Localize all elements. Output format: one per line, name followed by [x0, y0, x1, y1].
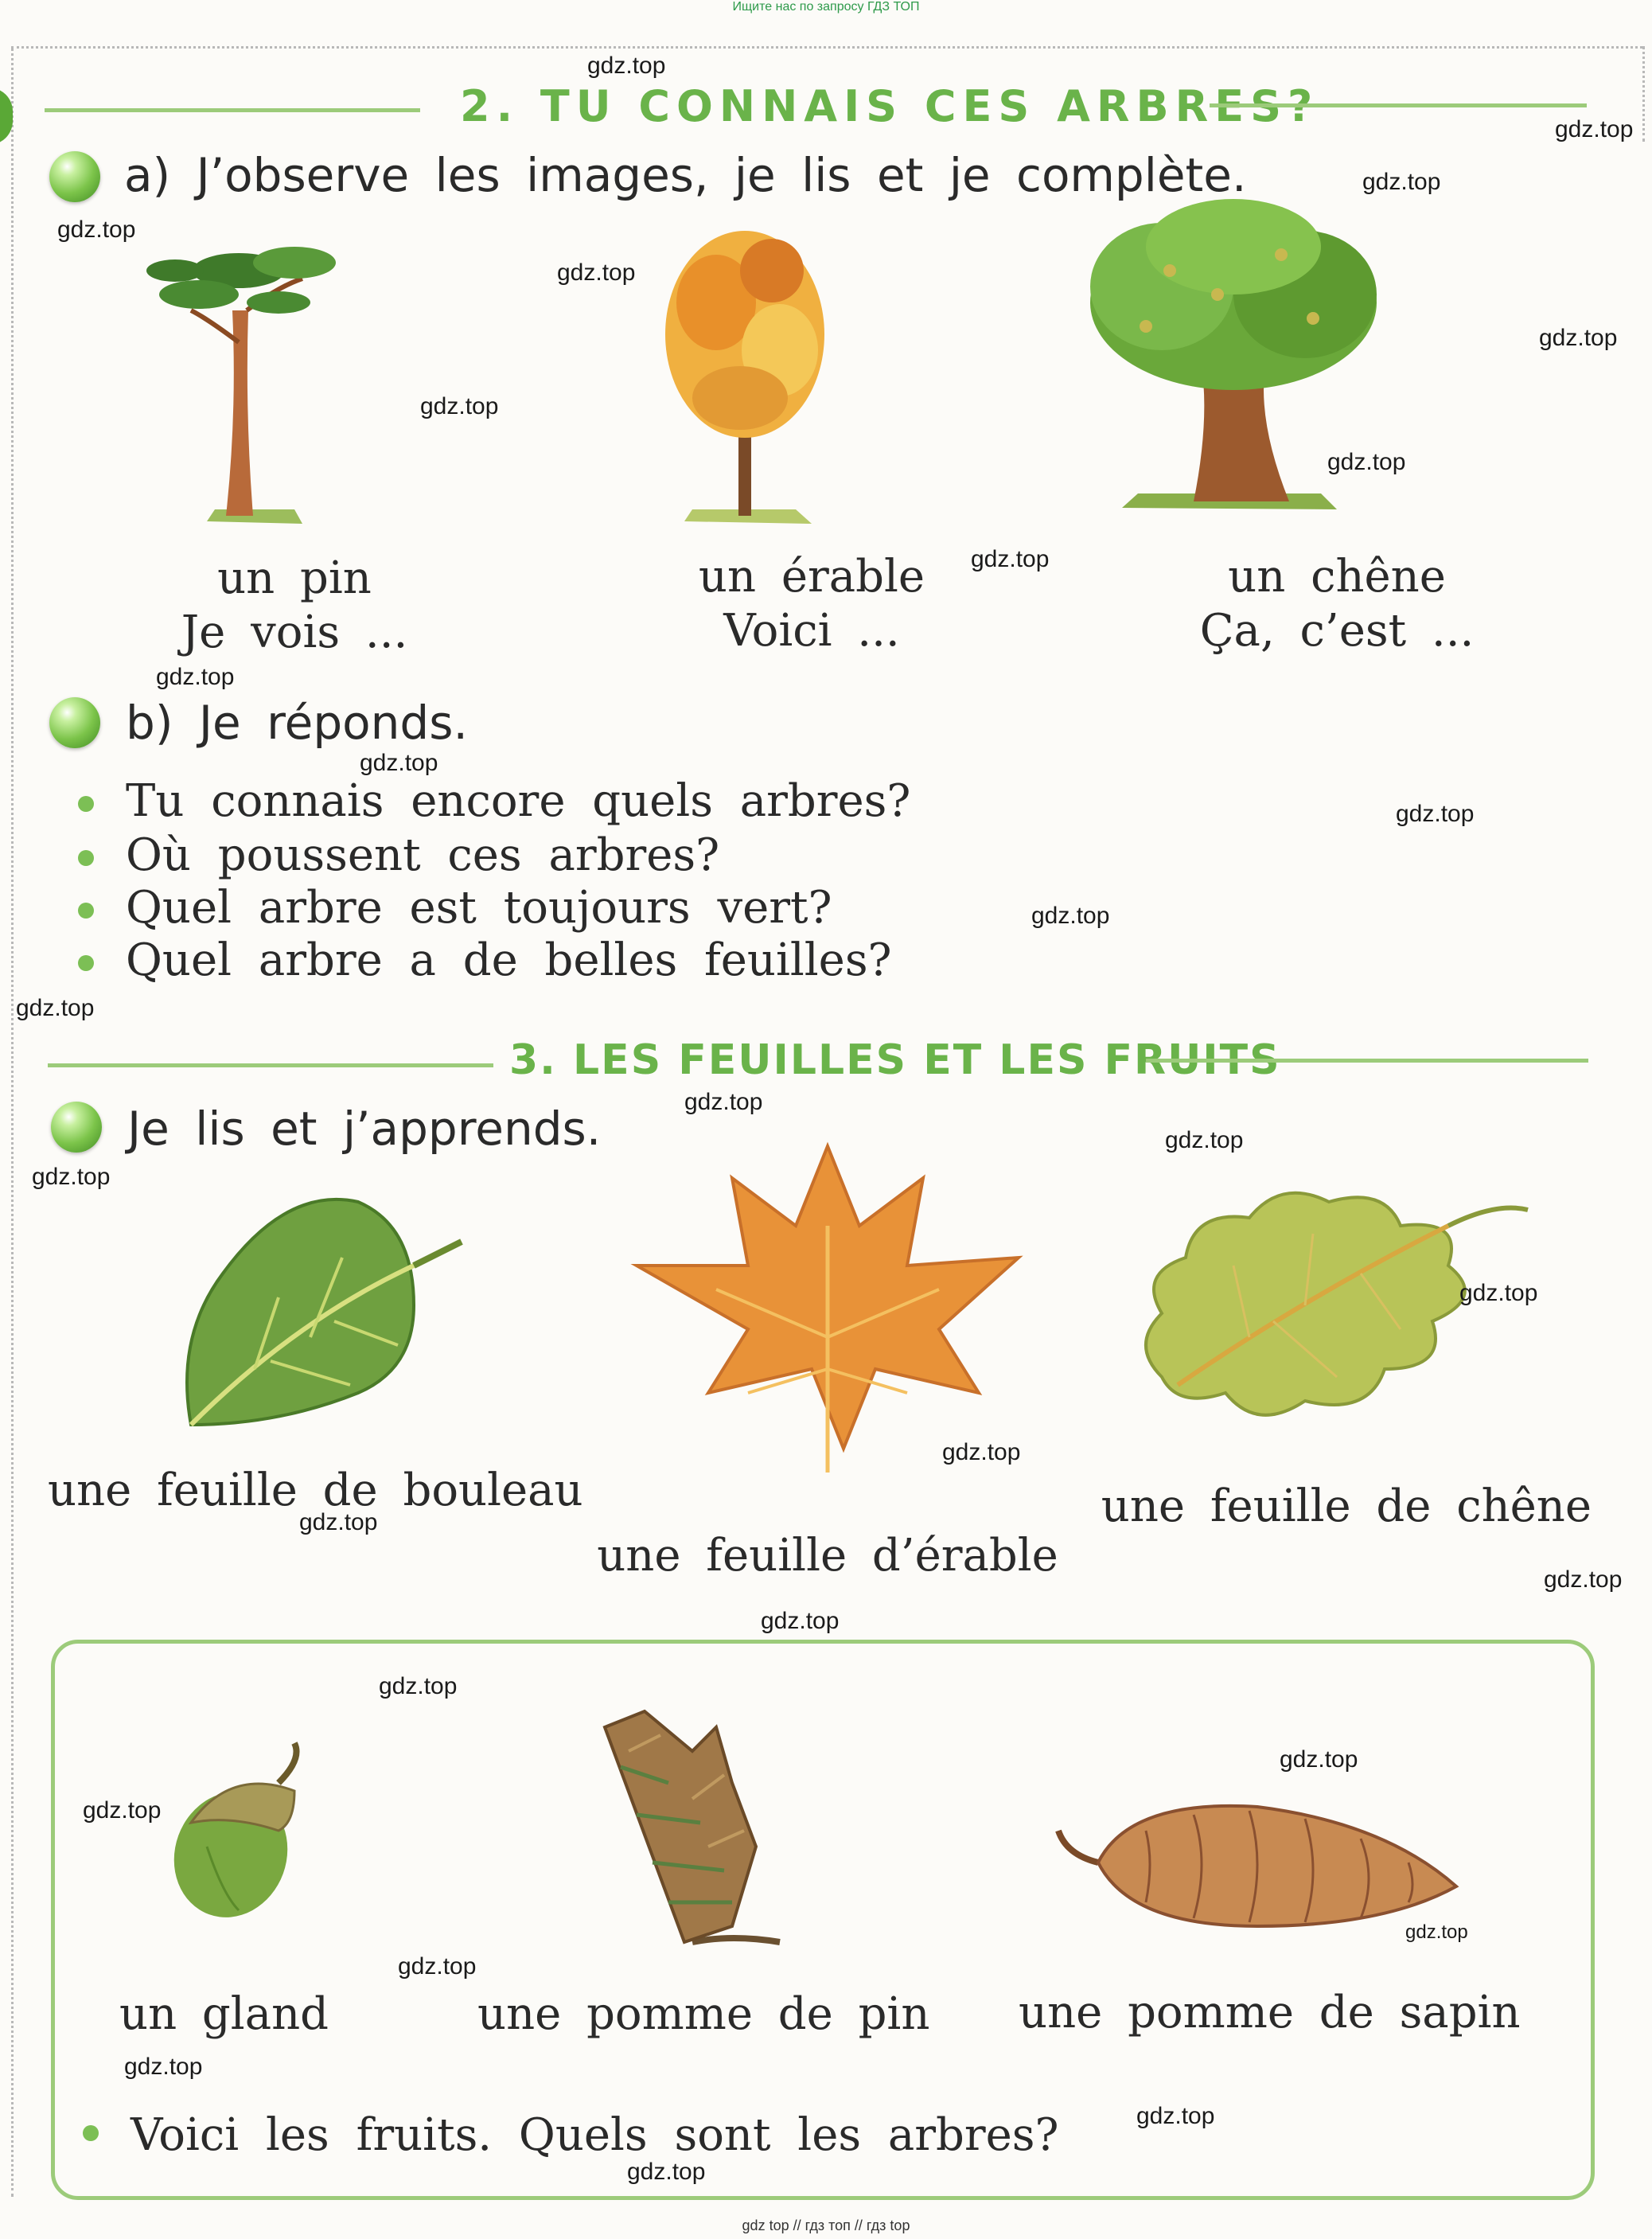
watermark[interactable]: gdz.top [1280, 1746, 1358, 1773]
watermark[interactable]: gdz.top [124, 2054, 203, 2080]
watermark[interactable]: gdz.top [1031, 903, 1110, 929]
pine-tree-icon [143, 223, 350, 525]
watermark[interactable]: gdz.top [971, 546, 1050, 572]
page-border-left [11, 48, 14, 2197]
top-banner[interactable]: Ищите нас по запросу ГДЗ ТОП [732, 0, 920, 14]
leaf-label-erable: une feuille d’érable [597, 1530, 1058, 1582]
watermark[interactable]: gdz.top [1539, 325, 1618, 351]
watermark[interactable]: gdz.top [32, 1164, 111, 1190]
watermark[interactable]: gdz.top [1555, 116, 1634, 142]
tree-phrase-chene: Ça, c’est ... [1199, 605, 1475, 657]
question-3: Quel arbre est toujours vert? [126, 882, 832, 934]
section-2-title: 2. TU CONNAIS CES ARBRES? [460, 81, 1319, 131]
title-rule-left [45, 108, 420, 112]
leaf-label-bouleau: une feuille de bouleau [48, 1465, 583, 1516]
title-rule-left [48, 1063, 493, 1067]
watermark[interactable]: gdz.top [299, 1509, 378, 1535]
watermark[interactable]: gdz.top [1136, 2103, 1215, 2129]
tree-phrase-erable: Voici ... [723, 605, 900, 657]
question-2: Où poussent ces arbres? [126, 829, 720, 881]
watermark[interactable]: gdz.top [420, 393, 499, 419]
task-3-instruction: Je lis et j’apprends. [127, 1102, 602, 1156]
watermark[interactable]: gdz.top [1396, 801, 1475, 827]
watermark[interactable]: gdz.top [1165, 1127, 1244, 1153]
watermark[interactable]: gdz.top [1544, 1566, 1623, 1593]
tree-name-erable: un érable [698, 551, 925, 603]
bottom-banner[interactable]: gdz top // гдз топ // гдз top [742, 2218, 910, 2233]
watermark[interactable]: gdz.top [761, 1608, 840, 1634]
watermark[interactable]: gdz.top [83, 1797, 162, 1824]
page-border-top [11, 46, 1642, 49]
watermark[interactable]: gdz.top [1459, 1280, 1538, 1306]
question-bullet [78, 955, 94, 971]
task-b-bullet-icon [49, 697, 100, 748]
question-bullet [78, 903, 94, 919]
section-3-title: 3. LES FEUILLES ET LES FRUITS [509, 1036, 1281, 1084]
watermark[interactable]: gdz.top [57, 216, 136, 243]
page-border-right [1642, 46, 1645, 142]
tree-name-chene: un chêne [1228, 551, 1446, 603]
watermark[interactable]: gdz.top [942, 1439, 1021, 1465]
question-4: Quel arbre a de belles feuilles? [126, 934, 892, 986]
watermark[interactable]: gdz.top [398, 1953, 477, 1980]
task-b-instruction: b) Je réponds. [126, 696, 468, 750]
acorn-icon [159, 1735, 318, 1926]
fir-cone-icon [1050, 1783, 1464, 1942]
watermark[interactable]: gdz.top [1405, 1921, 1468, 1943]
leaf-label-chene: une feuille de chêne [1101, 1480, 1592, 1532]
watermark[interactable]: gdz.top [1362, 169, 1441, 195]
tree-name-pin: un pin [217, 552, 372, 604]
watermark[interactable]: gdz.top [1327, 449, 1406, 475]
maple-tree-icon [653, 223, 844, 525]
watermark[interactable]: gdz.top [627, 2159, 706, 2185]
question-bullet [83, 2125, 99, 2141]
fruit-label-gland: un gland [119, 1988, 329, 2040]
birch-leaf-icon [175, 1178, 477, 1441]
question-1: Tu connais encore quels arbres? [126, 775, 911, 827]
watermark[interactable]: gdz.top [379, 1673, 458, 1699]
watermark[interactable]: gdz.top [684, 1089, 763, 1115]
task-a-instruction: a) J’observe les images, je lis et je complète. [124, 148, 1247, 202]
title-rule-right [1146, 1059, 1588, 1063]
task-a-bullet-icon [49, 151, 100, 202]
watermark[interactable]: gdz.top [156, 664, 235, 690]
pine-cone-icon [573, 1703, 796, 1958]
tree-phrase-pin: Je vois ... [181, 607, 408, 658]
fruit-question: Voici les fruits. Quels sont les arbres? [131, 2109, 1059, 2161]
fruit-label-pomme-de-sapin: une pomme de sapin [1019, 1987, 1521, 2038]
question-bullet [78, 796, 94, 812]
task-3-bullet-icon [51, 1102, 102, 1153]
question-bullet [78, 850, 94, 866]
title-rule-right [1210, 103, 1587, 107]
watermark[interactable]: gdz.top [587, 53, 666, 79]
watermark[interactable]: gdz.top [16, 995, 95, 1021]
watermark[interactable]: gdz.top [557, 259, 636, 286]
watermark[interactable]: gdz.top [360, 750, 438, 776]
fruit-label-pomme-de-pin: une pomme de pin [477, 1988, 930, 2040]
